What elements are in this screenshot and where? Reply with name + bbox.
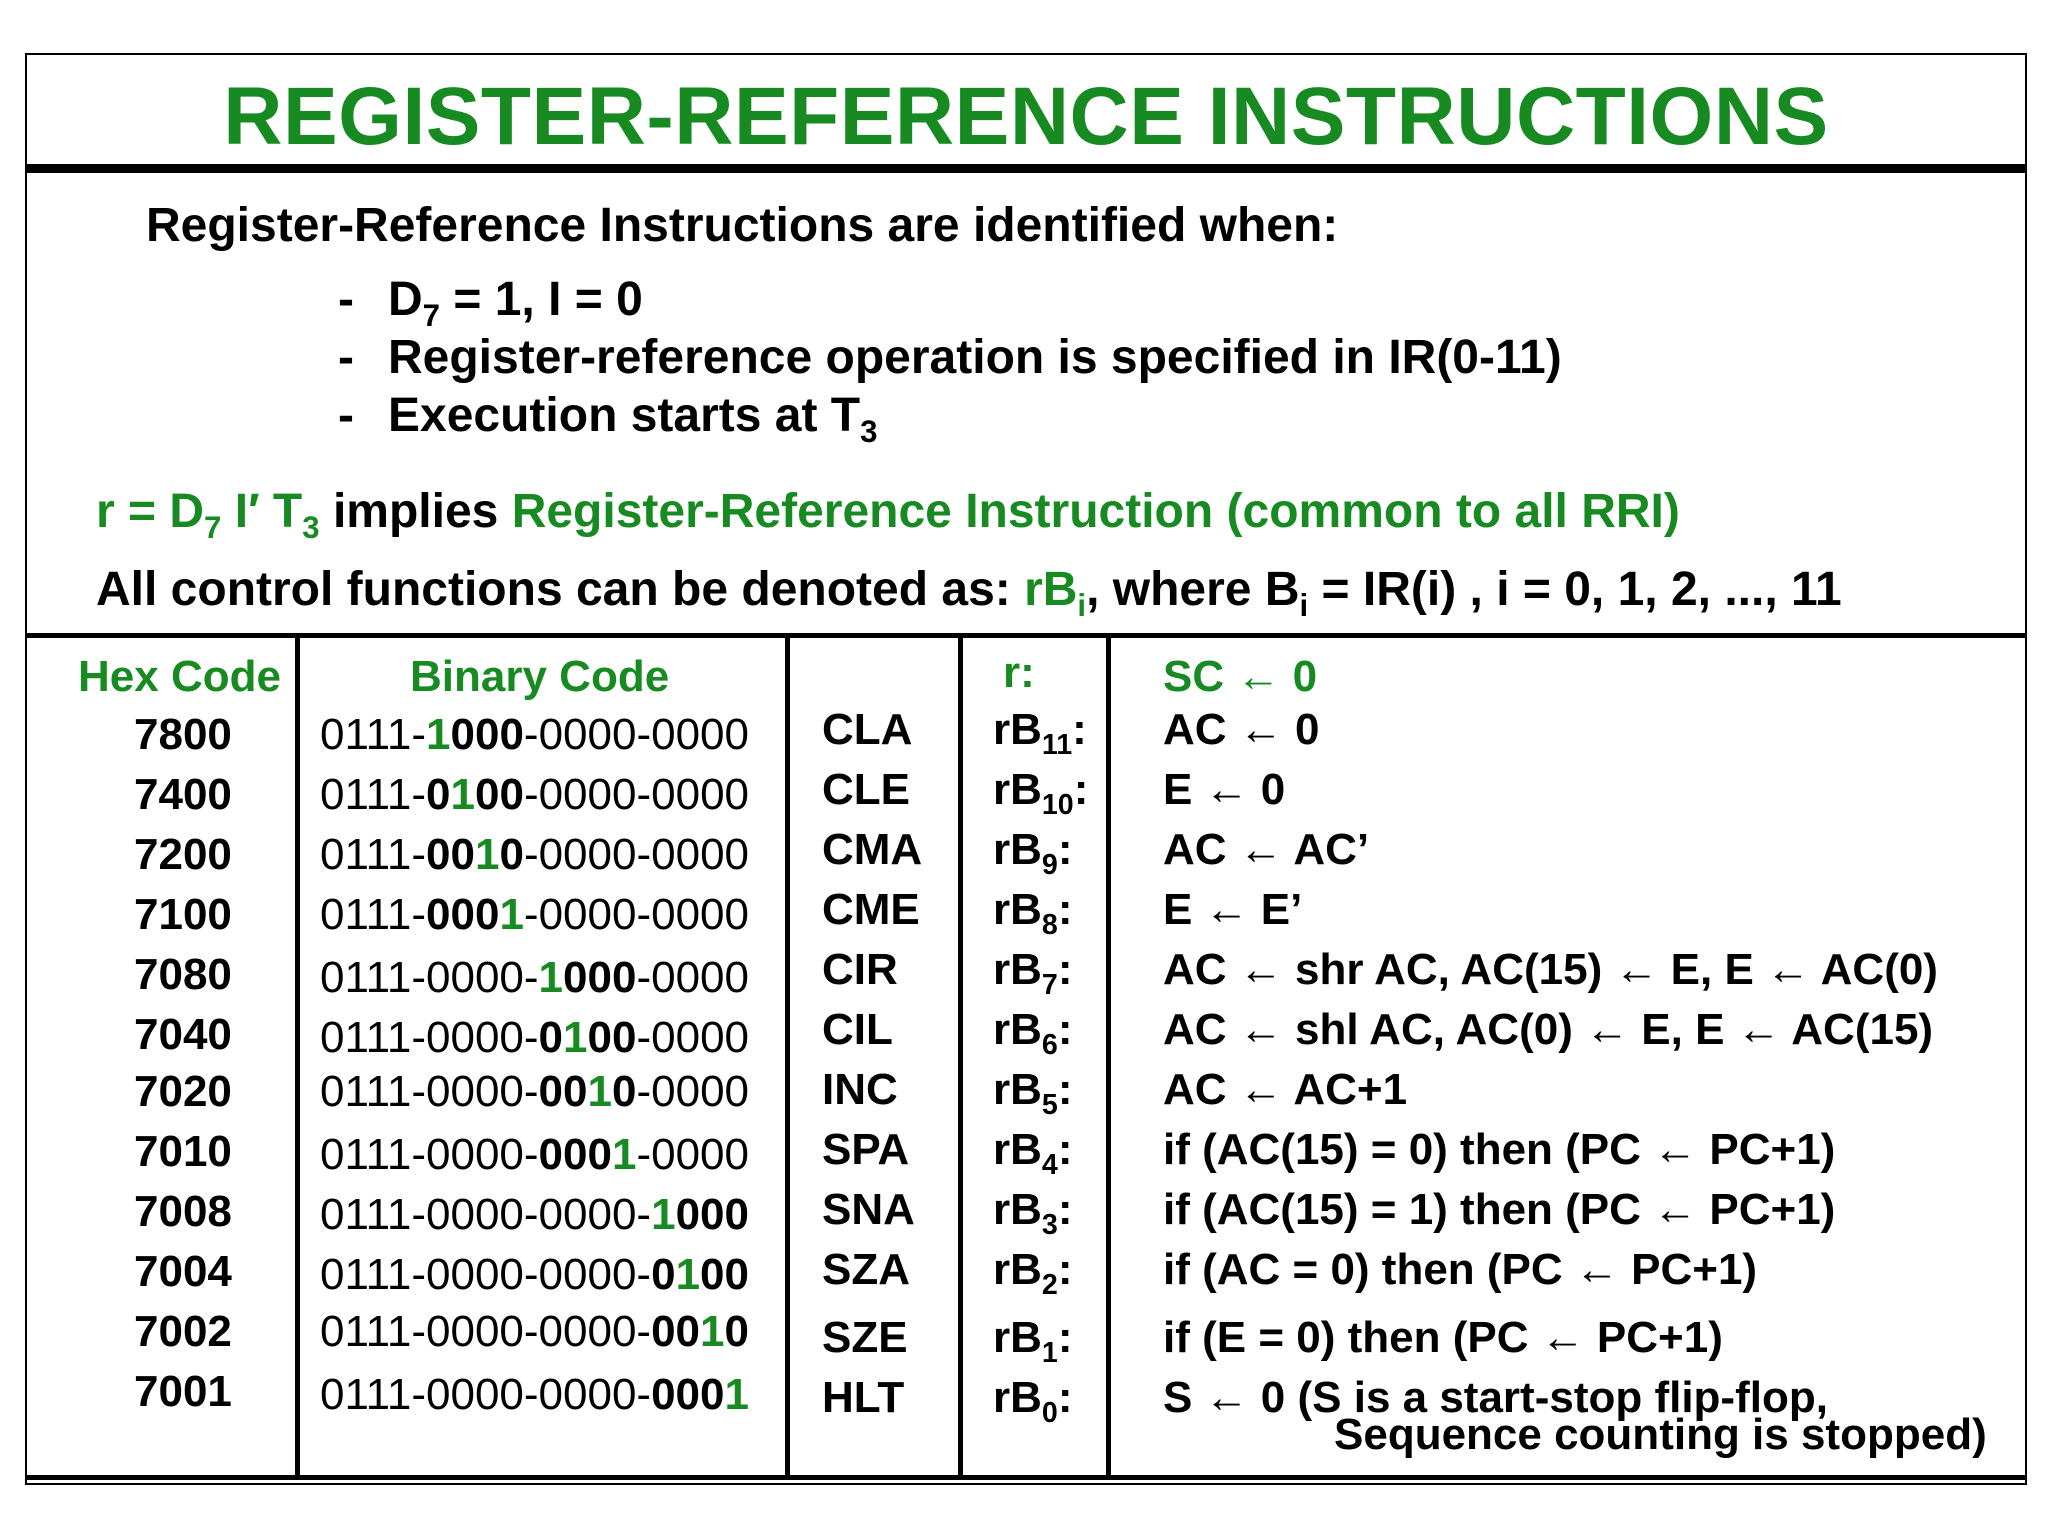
binary-code-cell: 0111-0010-0000-0000 [320, 830, 750, 879]
operation-cell: S ← 0 (S is a start-stop flip-flop, [1163, 1373, 1828, 1422]
hex-code-cell: 7001 [134, 1367, 232, 1416]
control-function-cell: $rB_0$: [993, 1373, 1073, 1429]
page-title: REGISTER-REFERENCE INSTRUCTIONS [223, 71, 1829, 162]
hex-code-cell: 7100 [134, 890, 232, 939]
operation-cell: AC ← 0 [1163, 705, 1320, 754]
control-function-cell: $rB_9$: [993, 825, 1073, 881]
mnemonic-cell: SPA [822, 1125, 910, 1174]
operation-cell: if (AC(15) = 0) then (PC ← PC+1) [1163, 1125, 1836, 1174]
operation-cell: AC ← shl AC, AC(0) ← E, E ← AC(15) [1163, 1005, 1934, 1054]
mnemonic-cell: CLA [822, 705, 913, 754]
hex-code-cell: 7002 [134, 1307, 232, 1356]
binary-code-cell: 0111-0100-0000-0000 [320, 770, 750, 819]
binary-code-cell: 0111-0000-0001-0000 [320, 1130, 749, 1179]
binary-code-cell: 0111-0001-0000-0000 [320, 890, 749, 939]
control-function-cell: $rB_{11}$: [993, 705, 1087, 761]
control-function-cell: $rB_3$: [993, 1185, 1073, 1241]
binary-code-cell: 0111-0000-0100-0000 [320, 1013, 750, 1062]
column-divider-1 [295, 636, 300, 1478]
control-function-cell: $rB_6$: [993, 1005, 1073, 1061]
control-function-cell: $rB_4$: [993, 1125, 1073, 1181]
hex-code-cell: 7040 [134, 1010, 232, 1059]
control-function-cell: $rB_1$: [993, 1313, 1073, 1369]
mnemonic-cell: CLE [822, 765, 910, 814]
hex-code-cell: 7010 [134, 1127, 232, 1176]
mnemonic-cell: SZA [822, 1245, 910, 1294]
r-header: r: [1003, 648, 1035, 697]
operation-cell: AC ← AC+1 [1163, 1065, 1408, 1114]
column-divider-2 [785, 636, 790, 1478]
hex-code-cell: 7080 [134, 950, 232, 999]
intro-text: Register-Reference Instructions are identified when: [146, 199, 1339, 252]
condition-2: - Register-reference operation is specified in IR(0-11) [338, 331, 1562, 384]
control-function-cell: $rB_7$: [993, 945, 1073, 1001]
condition-3: - Execution starts at $T_3$ [338, 389, 878, 449]
binary-code-header: Binary Code [410, 652, 670, 701]
sc-header: SC ← 0 [1163, 652, 1318, 701]
table-top-divider [25, 633, 2027, 638]
operation-cell: if (E = 0) then (PC ← PC+1) [1163, 1313, 1723, 1362]
operation-cell: E ← E’ [1163, 885, 1303, 934]
binary-code-cell: 0111-0000-0000-0001 [320, 1370, 749, 1419]
operation-cell: AC ← AC’ [1163, 825, 1370, 874]
mnemonic-cell: HLT [822, 1373, 905, 1422]
column-divider-4 [1106, 636, 1111, 1478]
mnemonic-cell: CME [822, 885, 920, 934]
binary-code-cell: 0111-0000-0000-0100 [320, 1250, 749, 1299]
binary-code-cell: 0111-0000-1000-0000 [320, 953, 749, 1002]
control-function-cell: $rB_8$: [993, 885, 1073, 941]
hex-code-cell: 7200 [134, 830, 232, 879]
hex-code-cell: 7008 [134, 1187, 232, 1236]
hex-code-cell: 7800 [134, 710, 232, 759]
binary-code-cell: 0111-0000-0000-1000 [320, 1190, 749, 1239]
binary-code-cell: 0111-1000-0000-0000 [320, 710, 749, 759]
r-definition-line: $r = D_7$ I′ $T_3$ implies Register-Reference Instruction (common to all RRI) [96, 485, 1680, 545]
operation-cell: if (AC(15) = 1) then (PC ← PC+1) [1163, 1185, 1836, 1234]
hlt-continuation: Sequence counting is stopped) [1334, 1410, 1987, 1459]
control-function-cell: $rB_{10}$: [993, 765, 1089, 821]
column-divider-3 [958, 636, 963, 1478]
mnemonic-cell: CMA [822, 825, 923, 874]
binary-code-cell: 0111-0000-0000-0010 [320, 1307, 749, 1356]
mnemonic-cell: CIL [822, 1005, 893, 1054]
mnemonic-cell: CIR [822, 945, 898, 994]
hex-code-cell: 7400 [134, 770, 232, 819]
mnemonic-cell: SNA [822, 1185, 915, 1234]
control-function-cell: $rB_2$: [993, 1245, 1073, 1301]
hex-code-cell: 7020 [134, 1067, 232, 1116]
operation-cell: AC ← shr AC, AC(15) ← E, E ← AC(0) [1163, 945, 1938, 994]
binary-code-cell: 0111-0000-0010-0000 [320, 1067, 750, 1116]
control-function-cell: $rB_5$: [993, 1065, 1073, 1121]
table-bottom-divider [25, 1475, 2027, 1480]
operation-cell: E ← 0 [1163, 765, 1286, 814]
operation-cell: if (AC = 0) then (PC ← PC+1) [1163, 1245, 1758, 1294]
hex-code-header: Hex Code [78, 652, 281, 701]
mnemonic-cell: INC [822, 1065, 898, 1114]
condition-1: - $D_7 = 1$, I = 0 [338, 273, 643, 333]
title-divider [25, 164, 2027, 173]
control-functions-line: All control functions can be denoted as: $rB_i$, where $B_i = IR(i)$ , i = 0, 1, 2, ..., 11 [96, 563, 1842, 623]
mnemonic-cell: SZE [822, 1313, 908, 1362]
hex-code-cell: 7004 [134, 1247, 232, 1296]
